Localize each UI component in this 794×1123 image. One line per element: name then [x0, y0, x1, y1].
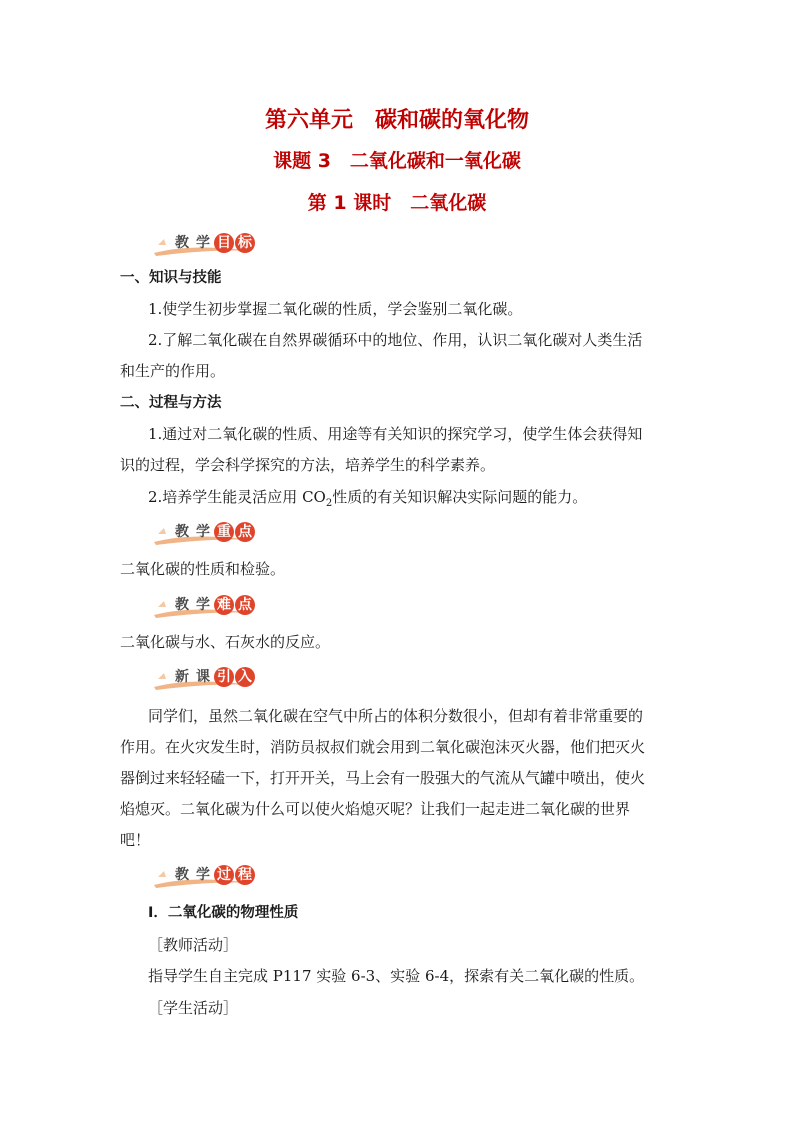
intro-line-3: 器倒过来轻轻磕一下，打开开关，马上会有一股强大的气流从气罐中喷出，使火: [120, 769, 646, 787]
goals-heading-process: 二、过程与方法: [120, 395, 222, 411]
teacher-activity-text: 指导学生自主完成 P117 实验 6-3、实验 6-4，探索有关二氧化碳的性质。: [148, 967, 645, 985]
unit-title: 第六单元 碳和碳的氧化物: [264, 108, 529, 133]
badge-char: 学: [196, 235, 210, 251]
badge-char: 程: [235, 865, 255, 885]
badge-char: 标: [235, 233, 255, 253]
lesson-title: 第 1 课时 二氧化碳: [307, 192, 487, 214]
badge-char: 学: [196, 867, 210, 883]
badge-teaching-goals: [152, 231, 262, 257]
badge-char: 重: [214, 522, 234, 542]
goals-item-1: 1.使学生初步掌握二氧化碳的性质，学会鉴别二氧化碳。: [148, 300, 523, 318]
badge-char: 课: [196, 669, 210, 685]
intro-line-2: 作用。在火灾发生时，消防员叔叔们就会用到二氧化碳泡沫灭火器，他们把灭火: [120, 738, 646, 756]
student-activity-label: ［学生活动］: [148, 999, 239, 1017]
badge-char: 教: [175, 524, 189, 540]
badge-char: 入: [235, 667, 255, 687]
badge-char: 新: [175, 669, 189, 685]
badge-process: [152, 863, 262, 889]
badge-intro: [152, 665, 262, 691]
goals-item-4-post: 性质的有关知识解决实际问题的能力。: [332, 488, 588, 506]
intro-line-1: 同学们，虽然二氧化碳在空气中所占的体积分数很小，但却有着非常重要的: [148, 707, 644, 725]
goals-item-4: [148, 487, 587, 510]
goals-item-3-cont: 识的过程，学会科学探究的方法，培养学生的科学素养。: [120, 456, 496, 474]
badge-char: 点: [235, 595, 255, 615]
goals-item-3: 1.通过对二氧化碳的性质、用途等有关知识的探究学习，使学生体会获得知: [148, 425, 643, 443]
goals-heading-knowledge: 一、知识与技能: [120, 270, 222, 286]
badge-char: 点: [235, 522, 255, 542]
badge-char: 引: [214, 667, 234, 687]
intro-line-4: 焰熄灭。二氧化碳为什么可以使火焰熄灭呢？让我们一起走进二氧化碳的世界: [120, 800, 631, 818]
topic-title: 课题 3 二氧化碳和一氧化碳: [273, 150, 521, 172]
difficulties-text: 二氧化碳与水、石灰水的反应。: [120, 633, 331, 651]
key-points-text: 二氧化碳的性质和检验。: [120, 560, 286, 578]
intro-line-5: 吧！: [120, 831, 151, 849]
badge-char: 目: [214, 233, 234, 253]
goals-item-4-pre: 2.培养学生能灵活应用 CO: [148, 488, 326, 506]
badge-difficulties: [152, 593, 262, 619]
badge-key-points: [152, 520, 262, 546]
badge-char: 教: [175, 867, 189, 883]
goals-item-2-cont: 和生产的作用。: [120, 362, 226, 380]
co2-subscript: 2: [325, 498, 333, 509]
badge-char: 学: [196, 524, 210, 540]
goals-item-2: 2.了解二氧化碳在自然界碳循环中的地位、作用，认识二氧化碳对人类生活: [148, 331, 643, 349]
badge-char: 难: [214, 595, 234, 615]
badge-char: 过: [214, 865, 234, 885]
badge-char: 教: [175, 235, 189, 251]
teacher-activity-label: ［教师活动］: [148, 936, 239, 954]
badge-char: 教: [175, 597, 189, 613]
badge-char: 学: [196, 597, 210, 613]
process-heading: Ⅰ．二氧化碳的物理性质: [148, 905, 299, 921]
